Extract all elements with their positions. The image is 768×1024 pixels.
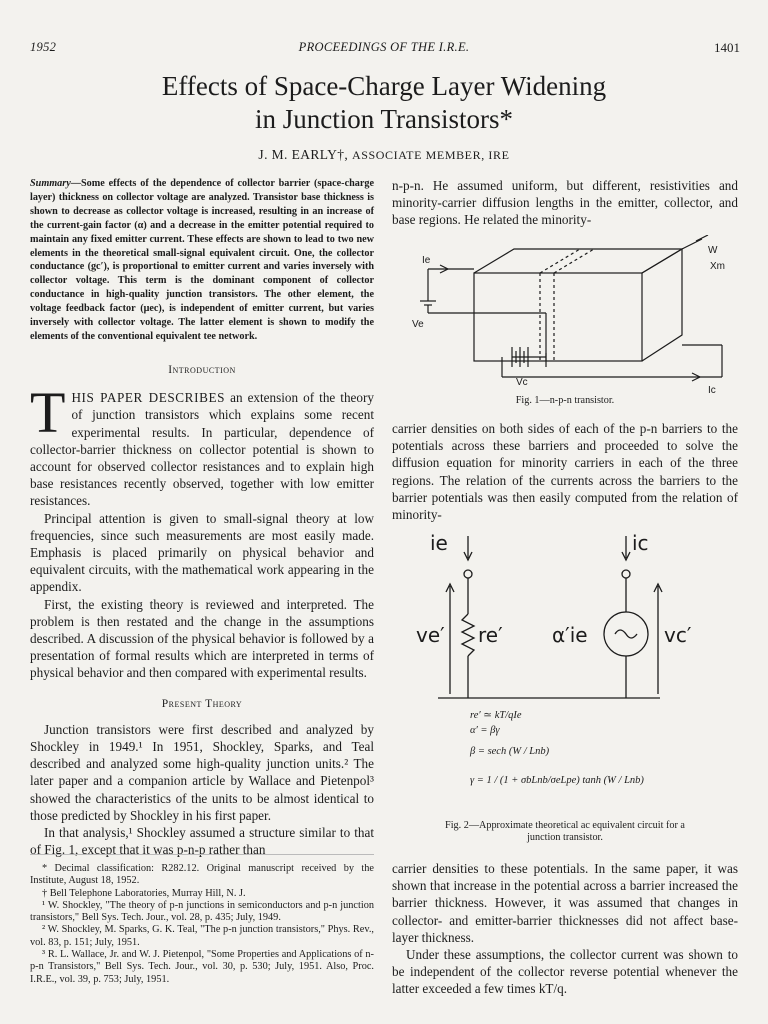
intro-paragraph-1 [30, 380, 374, 509]
summary-label: Summary— [30, 178, 81, 189]
fig1-label-w: W [708, 245, 718, 256]
fig2-label-re: re′ [478, 623, 503, 647]
intro-paragraph-3: First, the existing theory is reviewed and interpreted. The problem is then restated and the change in the assumptions described. A discussion of the physical behavior is followed by a presentation of formal results which are interpreted in terms of physical behavior and then compared with experimental results. [30, 596, 374, 681]
title-line-1: Effects of Space-Charge Layer Widening [161, 71, 607, 101]
right-column-top [392, 177, 738, 229]
introduction-heading: Introduction [168, 364, 236, 376]
summary-abstract [30, 177, 374, 344]
footnote-item: ² W. Shockley, M. Sparks, G. K. Teal, "The p-n junction transistors," Phys. Rev., vol. 83, p. 151; July, 1951. [30, 924, 374, 948]
fig2-equation: β = sech (W / Lnb) [470, 746, 550, 757]
present-paragraph-2: In that analysis,¹ Shockley assumed a structure similar to that of Fig. 1, except that it was p-n-p rather than [30, 825, 374, 858]
fig1-label-ve: Ve [412, 319, 424, 330]
author-role: ASSOCIATE MEMBER, IRE [351, 148, 510, 162]
left-column [30, 362, 374, 858]
fig2-equation: α′ = βγ [470, 725, 500, 736]
fig2-label-ve: ve′ [416, 623, 445, 647]
header-year: 1952 [30, 40, 57, 54]
right-column-bottom [392, 860, 738, 998]
footnotes [30, 863, 374, 986]
fig2-caption [392, 820, 738, 844]
footnote-item: ³ R. L. Wallace, Jr. and W. J. Pietenpol, "Some Properties and Applications of n-p-n Transistors," Bell Sys. Tech. Jour., vol. 30, p. 530; July, 1951. Also, Proc. I.R.E., vol. 39, p. 753; July, 1951. [30, 949, 374, 985]
drop-cap: T [30, 380, 66, 446]
footnote-item: ¹ W. Shockley, "The theory of p-n junctions in semiconductors and p-n junction transistors," Bell Sys. Tech. Jour., vol. 28, p. 435; July, 1949. [30, 899, 374, 924]
intro-paragraph-2: Principal attention is given to small-signal theory at low frequencies, since such measurements are most easily made. Emphasis is placed primarily on physical behavior and equivalent circuits, with the mathematical work appearing in the appendix. [30, 510, 374, 595]
fig2-label-ie: ie [430, 531, 448, 555]
right-paragraph-bottom-2: Under these assumptions, the collector current was shown to be independent of the collector reverse potential whenever the latter exceeded a few times kT/q. [392, 947, 738, 997]
title-line-2: in Junction Transistors* [254, 104, 514, 134]
intro-lead-caps: HIS PAPER DESCRIBES [71, 390, 226, 406]
fig1-caption: Fig. 1—n-p-n transistor. [515, 395, 615, 406]
fig2-equation: re′ ≃ kT/qIe [470, 710, 522, 721]
fig2-label-source: α′ie [552, 623, 588, 647]
fig1-block-top [474, 249, 682, 273]
intro-p1-text: an extension of the theory of junction transistors which explains some recent experimental results. In particular, dependence of collector-barrier thickness on collector potential is shown to account for observed collector resistances and to explain high base resistances recently observed, together with low emitter resistances. [30, 390, 374, 509]
fig2-caption-line-2: junction transistor. [527, 832, 603, 843]
right-paragraph-middle: carrier densities on both sides of each of the p-n barriers to the potentials across these barriers and proceeded to solve the diffusion equation for minority carriers in each of the three regions. The relation of the currents across the barriers to the barrier potentials was then easily computed from the relation of minority- [392, 421, 738, 523]
fig1-block-right [642, 249, 682, 361]
fig1-label-ic: Ic [708, 385, 716, 395]
fig1-block-front [474, 273, 642, 361]
footnote-rule [30, 854, 374, 855]
fig1-label-xm: Xm [710, 261, 725, 272]
fig1-label-ie: Ie [422, 255, 431, 266]
fig2-caption-line-1: Fig. 2—Approximate theoretical ac equivalent circuit for a [445, 820, 685, 831]
footnote-item: † Bell Telephone Laboratories, Murray Hill, N. J. [42, 887, 246, 899]
fig2-equation: γ = 1 / (1 + σbLnb/σeLpe) tanh (W / Lnb) [470, 775, 644, 786]
fig2-label-ic: ic [632, 531, 649, 555]
present-theory-heading: Present Theory [161, 697, 243, 710]
right-paragraph-top: n-p-n. He assumed uniform, but different, resistivities and minority-carrier diffusion lengths in the emitter, collector, and base regions. He related the minority- [392, 178, 738, 228]
right-paragraph-bottom-1: carrier densities to these potentials. In the same paper, it was shown that increase in the potential across a barrier increased the barrier thickness. However, it was assumed that changes in collector- and emitter-barrier thicknesses did not affect base-layer thickness. [392, 861, 738, 945]
present-paragraph-1: Junction transistors were first described and analyzed by Shockley in 1949.¹ In 1951, Shockley, Sparks, and Teal described and analyzed some high-quality junction units.² The later paper and a companion article by Wallace and Pietenpol³ showed the characteristics of the units to be almost identical to those predicted by Shockley in his first paper. [30, 721, 374, 823]
fig2-emitter-terminal [464, 570, 472, 578]
fig2-equivalent-circuit [410, 530, 710, 705]
fig2-equations [470, 708, 690, 788]
fig2-collector-terminal [622, 570, 630, 578]
fig1-label-vc: Vc [516, 377, 528, 388]
fig2-label-vc: vc′ [664, 623, 692, 647]
header-journal: PROCEEDINGS OF THE I.R.E. [298, 40, 470, 54]
paper-title [0, 70, 768, 136]
fig2-resistor [462, 614, 474, 656]
footnote-item: * Decimal classification: R282.12. Original manuscript received by the Institute, August 18, 1952. [30, 863, 374, 887]
header-page-number: 1401 [714, 40, 740, 55]
author-line [0, 147, 768, 163]
right-column-middle [392, 420, 738, 523]
fig1-transistor-diagram [392, 235, 738, 395]
summary-text: Some effects of the dependence of collector barrier (space-charge layer) thickness on collector voltage are analyzed. Transistor base thickness is shown to decrease as collector voltage is increased, resulting in an increase of the current-gain factor (α) and a decrease in the emitter potential required to maintain any fixed emitter current. These effects are shown to lead to two new elements in the theoretical small-signal equivalent circuit. One, the collector conductance (gc′), is proportional to emitter current and varies inversely with collector voltage. This term is the dominant component of collector conductance in high-quality junction transistors. The other element, the voltage feedback factor (μec), is independent of emitter current, but varies inversely with collector voltage. The latter element is shown to modify the elements of the conventional equivalent tee network. [30, 178, 374, 342]
author-name: J. M. EARLY†, [258, 147, 349, 162]
